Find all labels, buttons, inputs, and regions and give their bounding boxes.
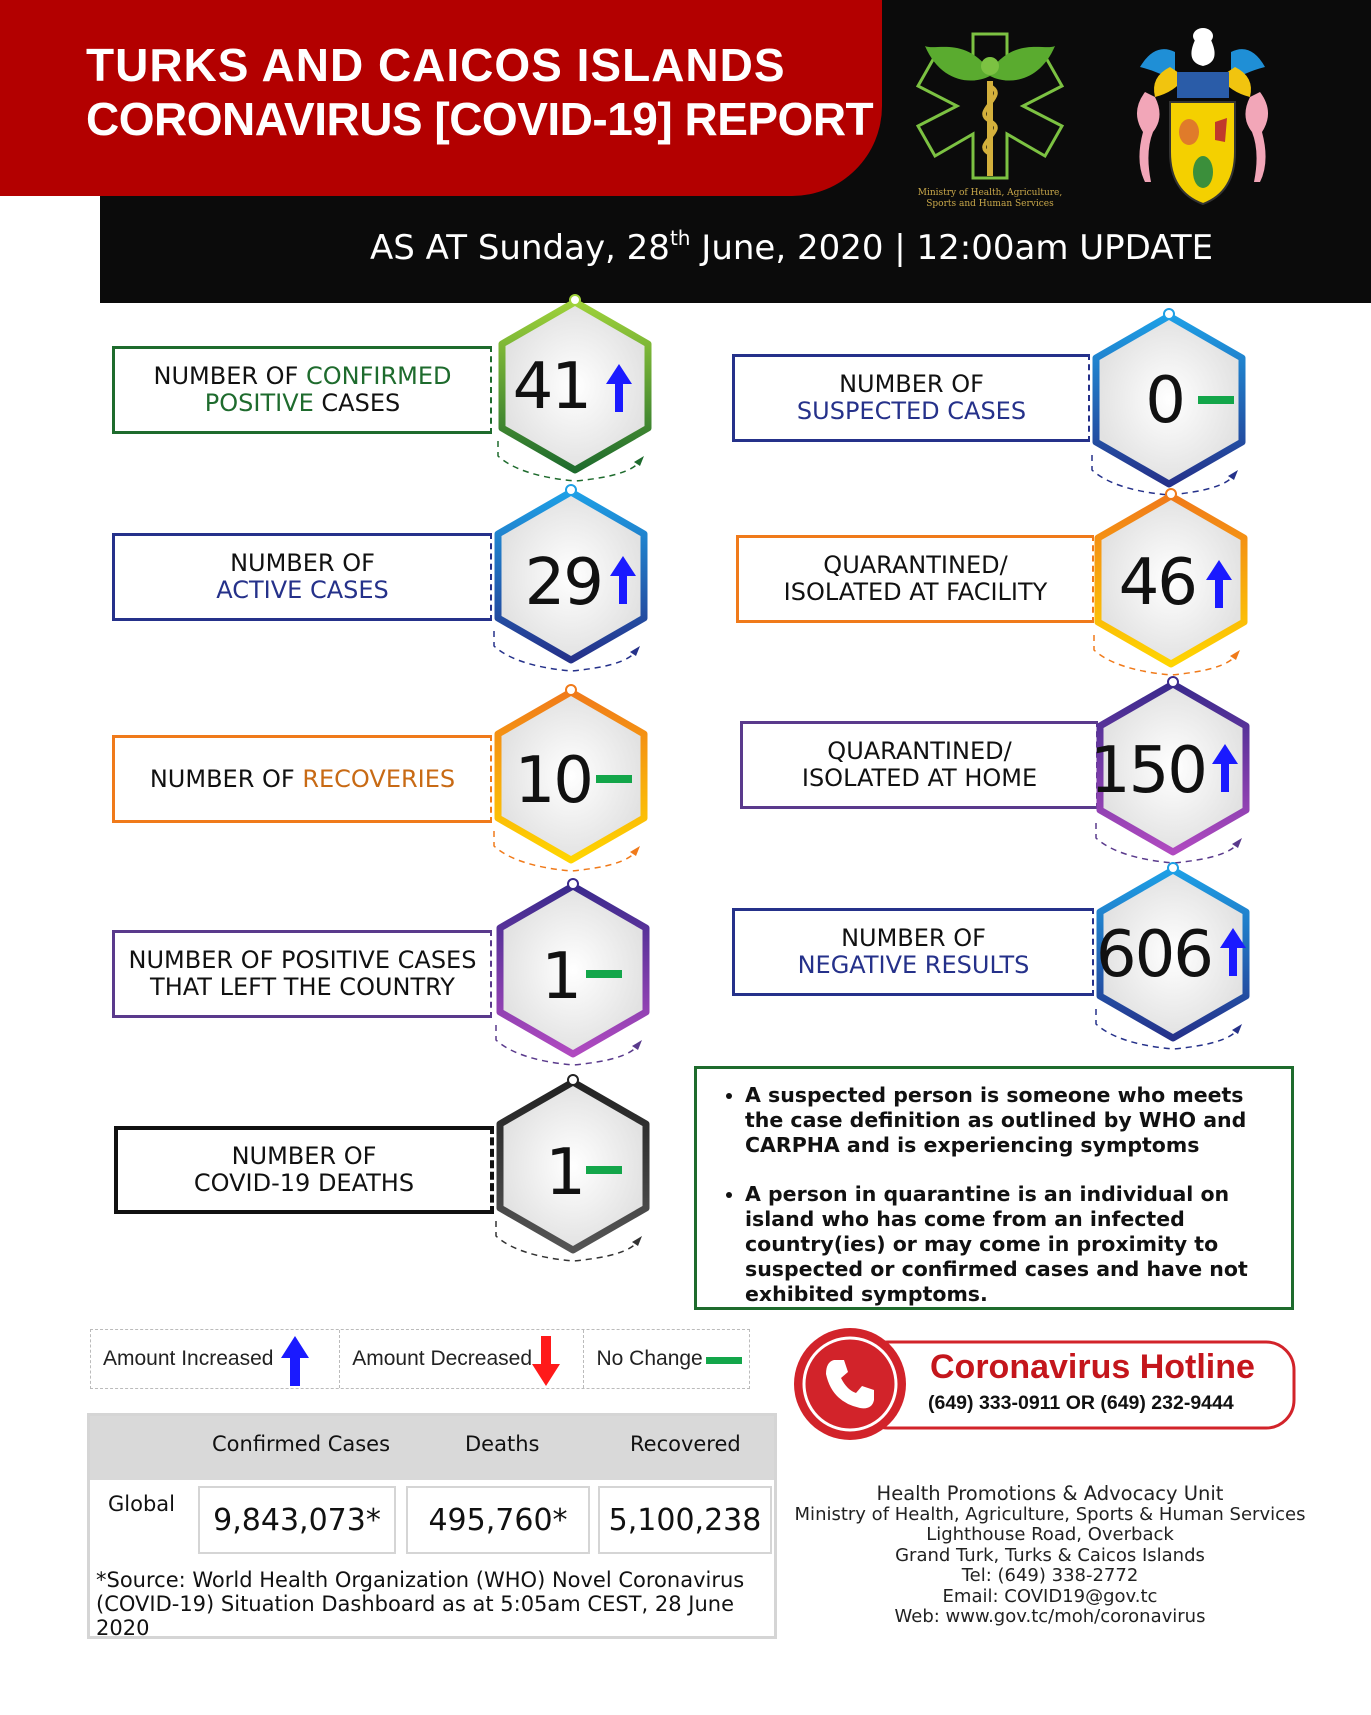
trend-up-icon — [1220, 928, 1246, 976]
contact-address-line2: Grand Turk, Turks & Caicos Islands — [895, 1544, 1205, 1566]
contact-ministry: Ministry of Health, Agriculture, Sports & Human Services — [794, 1503, 1306, 1525]
stat-label-confirmed: NUMBER OF CONFIRMED POSITIVE CASES — [112, 346, 492, 434]
stat-label-left-country: NUMBER OF POSITIVE CASES THAT LEFT THE COUNTRY — [112, 930, 492, 1018]
global-stats-table — [87, 1413, 777, 1639]
phone-icon — [820, 1354, 880, 1414]
stat-value-recoveries: 10 — [514, 744, 592, 818]
stat-value-suspected: 0 — [1145, 364, 1184, 438]
contact-unit: Health Promotions & Advocacy Unit — [876, 1482, 1224, 1505]
trend-no-change-icon — [586, 1166, 622, 1174]
arrow-up-icon — [281, 1336, 309, 1386]
table-source-note: *Source: World Health Organization (WHO) Novel Coronavirus (COVID-19) Situation Dashboard as at 5:05am CEST, 28 June 2020 — [96, 1568, 745, 1640]
stat-value-deaths: 1 — [545, 1136, 584, 1210]
stat-value-confirmed: 41 — [512, 350, 590, 424]
stat-label-quarantined-facility: QUARANTINED/ ISOLATED AT FACILITY — [736, 535, 1094, 623]
ministry-logo-caption: Ministry of Health, Agriculture, Sports and Human Services — [917, 188, 1063, 209]
hotline-banner — [790, 1326, 1300, 1446]
global-confirmed-value: 9,843,073* — [198, 1486, 396, 1554]
dash-icon — [706, 1357, 742, 1364]
stat-value-quarantined-facility: 46 — [1118, 546, 1196, 620]
contact-address-line1: Lighthouse Road, Overback — [926, 1524, 1174, 1545]
contact-info — [790, 1484, 1310, 1628]
contact-tel[interactable]: Tel: (649) 338-2772 — [961, 1565, 1139, 1586]
trend-up-icon — [606, 364, 632, 412]
legend-decreased: Amount Decreased — [340, 1330, 584, 1388]
report-title-subject: CORONAVIRUS [COVID-19] REPORT — [86, 93, 874, 145]
trend-up-icon — [1212, 744, 1238, 792]
stat-value-left-country: 1 — [541, 940, 580, 1014]
note-quarantine-definition: • A person in quarantine is an individual on island who has come from an infected country(ies) or may come in proximity to suspected or confirmed cases and have not exhibited symptoms. — [745, 1182, 1273, 1307]
global-recovered-value: 5,100,238 — [598, 1486, 772, 1554]
stat-value-active: 29 — [524, 546, 602, 620]
stat-label-suspected: NUMBER OF SUSPECTED CASES — [732, 354, 1090, 442]
report-date: AS AT Sunday, 28th June, 2020 | 12:00am UPDATE — [370, 226, 1214, 268]
table-header: Confirmed Cases Deaths Recovered — [90, 1416, 774, 1480]
hotline-numbers[interactable]: (649) 333-0911 OR (649) 232-9444 — [928, 1392, 1234, 1414]
ministry-logo-icon — [895, 26, 1085, 186]
coat-of-arms-icon — [1115, 22, 1290, 212]
definitions-note-box — [694, 1066, 1294, 1310]
report-title-country: TURKS AND CAICOS ISLANDS — [86, 39, 786, 91]
stat-label-recoveries: NUMBER OF RECOVERIES — [112, 735, 492, 823]
trend-up-icon — [610, 556, 636, 604]
stat-label-active: NUMBER OF ACTIVE CASES — [112, 533, 492, 621]
global-deaths-value: 495,760* — [406, 1486, 590, 1554]
trend-no-change-icon — [596, 775, 632, 783]
legend-increased: Amount Increased — [91, 1330, 340, 1388]
table-row — [90, 1480, 774, 1560]
stat-label-negative: NUMBER OF NEGATIVE RESULTS — [732, 908, 1094, 996]
note-suspected-definition: • A suspected person is someone who meets the case definition as outlined by WHO and CARPHA and is experiencing symptoms — [745, 1083, 1273, 1158]
stat-label-quarantined-home: QUARANTINED/ ISOLATED AT HOME — [740, 721, 1098, 809]
trend-no-change-icon — [1198, 396, 1234, 404]
stat-value-negative: 606 — [1095, 918, 1212, 992]
stat-value-quarantined-home: 150 — [1089, 734, 1206, 808]
trend-no-change-icon — [586, 970, 622, 978]
contact-email[interactable]: Email: COVID19@gov.tc — [942, 1585, 1158, 1607]
trend-up-icon — [1206, 560, 1232, 608]
stat-label-deaths: NUMBER OF COVID-19 DEATHS — [114, 1126, 494, 1214]
arrow-down-icon — [532, 1336, 560, 1386]
trend-legend — [90, 1329, 750, 1389]
row-label-global: Global — [108, 1492, 175, 1516]
contact-web[interactable]: Web: www.gov.tc/moh/coronavirus — [894, 1606, 1206, 1627]
legend-no-change: No Change — [584, 1330, 749, 1388]
hotline-title: Coronavirus Hotline — [930, 1348, 1255, 1386]
